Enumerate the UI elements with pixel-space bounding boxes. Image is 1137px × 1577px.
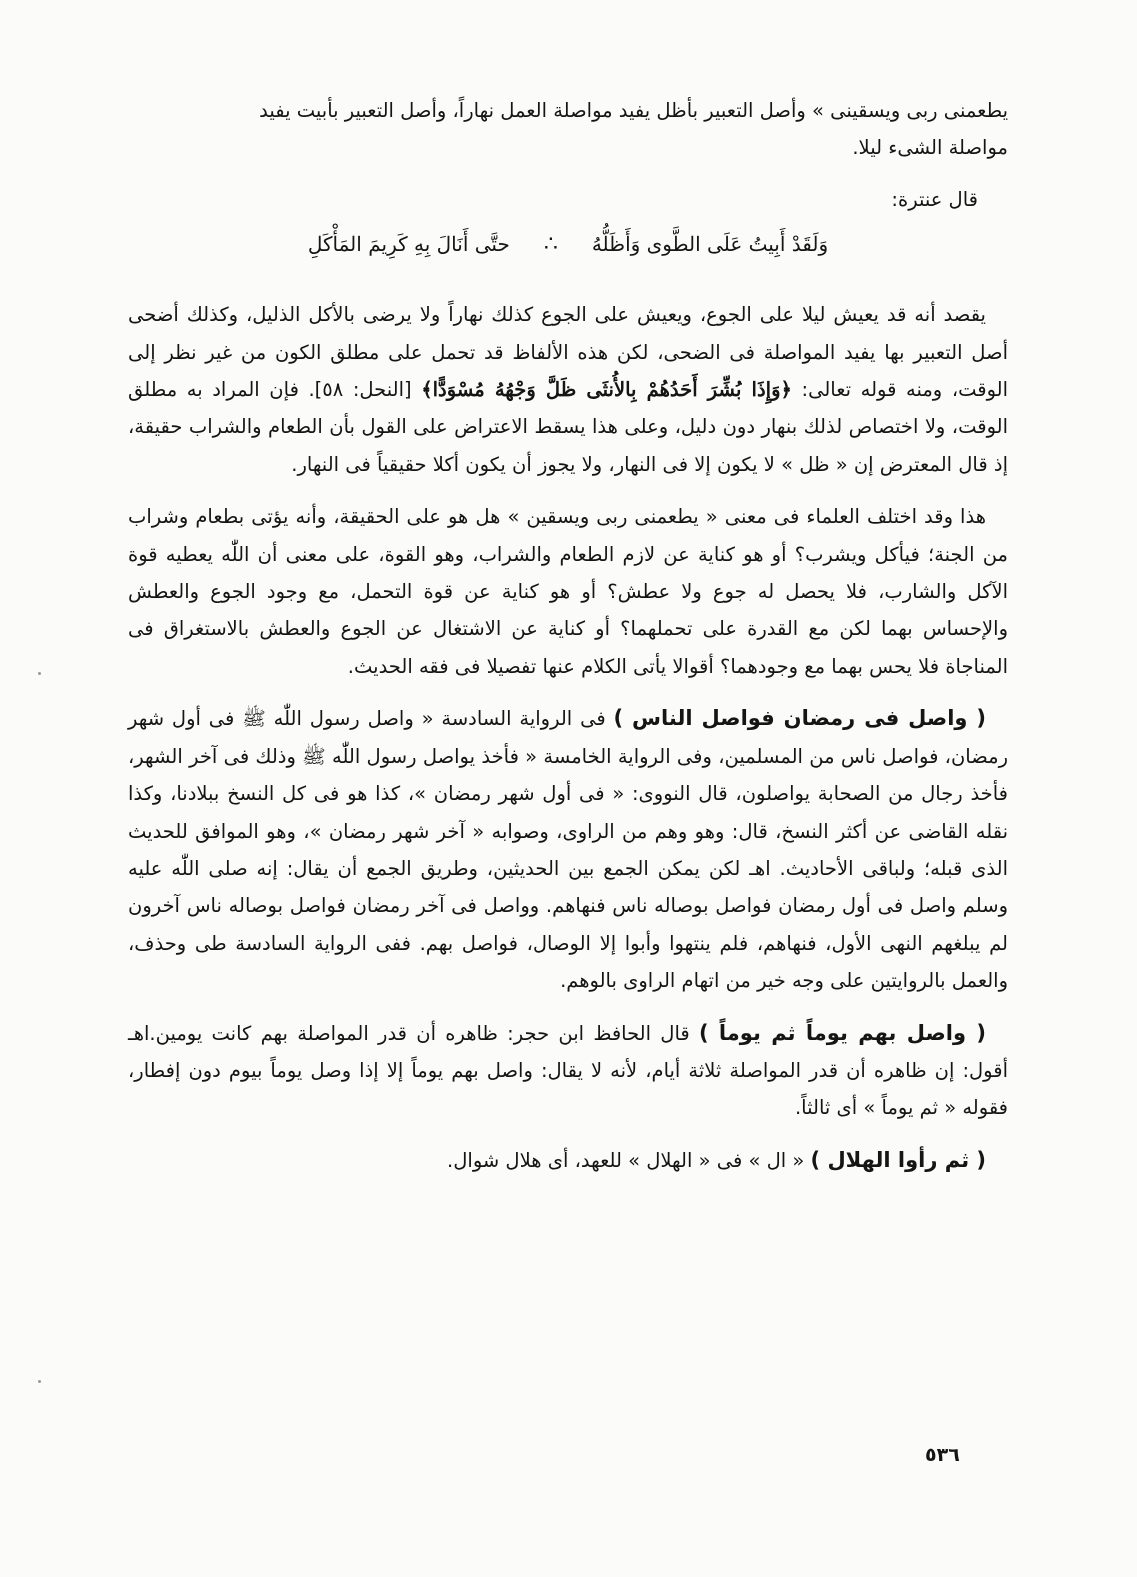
section-heading: ( واصل فى رمضان فواصل الناس ) xyxy=(613,706,987,731)
antara-label: قال عنترة: xyxy=(891,187,978,211)
quran-verse: ﴿وَإِذَا بُشِّرَ أَحَدُهُمْ بِالأُنثَى ظَلَّ وَجْهُهُ مُسْوَدًّا﴾ xyxy=(421,378,792,402)
verse-first-hemistich: وَلَقَدْ أَبِيتُ عَلَى الطَّوى وَأَظَلُّهُ xyxy=(591,232,829,257)
section-text: فى الرواية السادسة « واصل رسول اللّٰه ﷺ فى أول شهر رمضان، فواصل ناس من المسلمين، وفى الرواية الخامسة « فأخذ يواصل رسول اللّٰه ﷺ وذلك فى آخر الشهر، فأخذ رجال من الصحابة يواصلون، قال النووى: « فى أول شهر رمضان »، كذا هو فى كل النسخ ببلادنا، وكذا نقله القاضى عن أكثر النسخ، قال: وهو وهم من الراوى، وصوابه « آخر شهر رمضان »، وهو الموافق للحديث الذى قبله؛ ولباقى الأحاديث. اهـ لكن يمكن الجمع بين الحديثين، وطريق الجمع أن يقال: إنه صلى اللّٰه عليه وسلم واصل فى أول رمضان فواصل بوصاله ناس فنهاهم. وواصل فى آخر رمضان فواصل بوصاله ناس آخرون لم يبلغهم النهى الأول، فنهاهم، فلم ينتهوا وأبوا إلا الوصال، فواصل بهم. ففى الرواية السادسة طى وحذف، والعمل بالروايتين على وجه خير من اتهام الراوى بالوهم. xyxy=(128,707,1008,993)
poetry-verse xyxy=(128,232,1008,282)
paragraph-scholars: هذا وقد اختلف العلماء فى معنى « يطعمنى ربى ويسقين » هل هو على الحقيقة، وأنه يؤتى بطعام وشراب من الجنة؛ فيأكل ويشرب؟ أو هو كناية عن لازم الطعام والشراب، وهو القوة، على معنى أن اللّٰه يعطيه قوة الآكل والشارب، فلا يحصل له جوع ولا عطش؟ أو هو كناية عن قوة التحمل، مع وجود الجوع والعطش والإحساس بهما لكن مع القدرة على تحملهما؟ أو كناية عن الاشتغال عن الجوع والعطش بالاستغراق فى المناجاة فلا يحس بهما مع وجودهما؟ أقوالا يأتى الكلام عنها تفصيلا فى فقه الحديث. xyxy=(128,505,1008,678)
intro-line: يطعمنى ربى ويسقينى » وأصل التعبير بأظل يفيد مواصلة العمل نهاراً، وأصل التعبير بأبيت يفيد xyxy=(259,99,1008,122)
paragraph-hunger xyxy=(128,296,1008,483)
page-number: ٥٣٦ xyxy=(925,1444,960,1466)
section-wasal-days xyxy=(128,1015,1008,1127)
page-body xyxy=(128,92,1008,1532)
scan-dot xyxy=(38,1380,41,1383)
scan-dot xyxy=(38,672,41,675)
section-hilal xyxy=(128,1142,1008,1179)
section-text: قال الحافظ ابن حجر: ظاهره أن قدر المواصلة بهم كانت يومين.اهـ أقول: إن ظاهره أن قدر المواصلة ثلاثة أيام، لأنه لا يقال: واصل بهم يوماً إلا إذا وصل يوماً بيوم دون إفطار، فقوله « ثم يوماً » أى ثالثاً. xyxy=(128,1021,1008,1120)
verse-separator: ∴ xyxy=(543,232,558,258)
section-heading: ( واصل بهم يوماً ثم يوماً ) xyxy=(698,1020,986,1045)
section-wasal-ramadan xyxy=(128,700,1008,999)
intro-line-end: مواصلة الشىء ليلا. xyxy=(852,136,1008,160)
section-heading: ( ثم رأوا الهلال ) xyxy=(810,1147,986,1172)
paragraph-text: يقصد أنه قد يعيش ليلا على الجوع، ويعيش على الجوع كذلك نهاراً ولا يرضى بالأكل الذليل، وكذلك أضحى أصل التعبير بها يفيد المواصلة فى الضحى، لكن هذه الألفاظ قد تحمل على مطلق الكون من غير نظر إلى الوقت، ومنه قوله تعالى: xyxy=(128,303,1009,402)
paragraph-text: [النحل: ٥٨]. فإن المراد به مطلق الوقت، ولا اختصاص لذلك بنهار دون دليل، وعلى هذا يسقط الاعتراض على القول بأن الطعام والشراب حقيقة، إذ قال المعترض إن « ظل » لا يكون إلا فى النهار، ولا يجوز أن يكون أكلا حقيقياً فى النهار. xyxy=(128,378,1008,476)
verse-second-hemistich: حتَّى أَنَالَ بِهِ كَرِيمَ المَأْكَلِ xyxy=(307,232,510,257)
section-text: « ال » فى « الهلال » للعهد، أى هلال شوال. xyxy=(447,1148,811,1172)
